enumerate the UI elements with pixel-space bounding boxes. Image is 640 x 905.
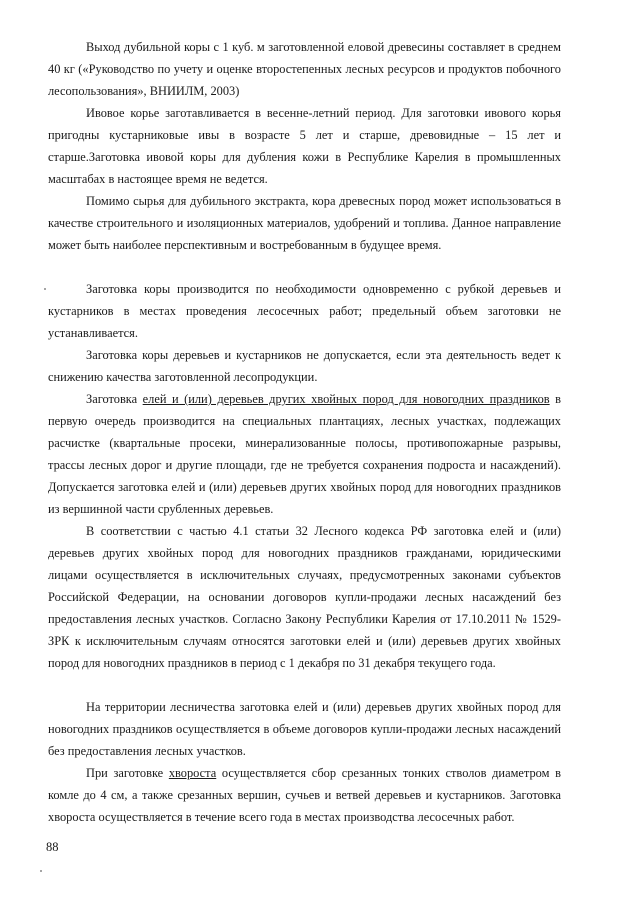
underlined-text: елей и (или) деревьев других хвойных пород для новогодних праздников	[142, 392, 550, 406]
paragraph-2	[48, 102, 561, 190]
paragraph-text: На территории лесничества заготовка елей и (или) деревьев других хвойных пород для новогодних праздников осуществляется в объеме договоров купли-продажи лесных насаждений без предоставления лесных участков.	[48, 700, 561, 758]
underlined-text: хвороста	[168, 766, 217, 780]
paragraph-text: Помимо сырья для дубильного экстракта, кора древесных пород может использоваться в качестве строительного и изоляционных материалов, удобрений и топлива. Данное направление может быть наиболее перспективным и востребованным в будущее время.	[48, 194, 561, 252]
scan-speck	[44, 288, 46, 290]
paragraph-text: в первую очередь производится на специальных плантациях, лесных участках, подлежащих расчистке (квартальные просеки, минерализованные полосы, противопожарные разрывы, трассы лесных дорог и другие площади, где не требуется сохранения подроста и насаждений). Допускается заготовка елей и (или) деревьев других хвойных пород для новогодних праздников из вершинной части срубленных деревьев.	[48, 392, 561, 516]
paragraph-text: осуществляется сбор срезанных тонких стволов диаметром в комле до 4 см, а также срезанных вершин, сучьев и ветвей деревьев и кустарников. Заготовка хвороста осуществляется в течение всего года в местах производства лесосечных работ.	[48, 766, 561, 824]
paragraph-7	[48, 520, 561, 674]
paragraph-text: В соответствии с частью 4.1 статьи 32 Лесного кодекса РФ заготовка елей и (или) деревьев других хвойных пород для новогодних праздников гражданами, юридическими лицами осуществляется в исключительных случаях, предусмотренных законами субъектов Российской Федерации, на основании договоров купли-продажи лесных насаждений без предоставления лесных участков. Согласно Закону Республики Карелия от 17.10.2011 № 1529-ЗРК к исключительным случаям относятся заготовки елей и (или) деревьев других хвойных пород для новогодних праздников в период с 1 декабря по 31 декабря текущего года.	[48, 524, 561, 670]
paragraph-4	[48, 278, 561, 344]
paragraph-8	[48, 696, 561, 762]
paragraph-text: Заготовка коры деревьев и кустарников не допускается, если эта деятельность ведет к снижению качества заготовленной лесопродукции.	[48, 348, 561, 384]
paragraph-9	[48, 762, 561, 828]
scan-speck	[40, 870, 42, 872]
paragraph-text: При заготовке	[86, 766, 169, 780]
paragraph-1	[48, 36, 561, 102]
page-number: 88	[46, 840, 59, 854]
paragraph-text: Заготовка коры производится по необходимости одновременно с рубкой деревьев и кустарников в местах проведения лесосечных работ; предельный объем заготовки не устанавливается.	[48, 282, 561, 340]
paragraph-6	[48, 388, 561, 520]
paragraph-3	[48, 190, 561, 256]
paragraph-text: Выход дубильной коры с 1 куб. м заготовленной еловой древесины составляет в среднем 40 кг («Руководство по учету и оценке второстепенных лесных ресурсов и продуктов побочного лесопользования», ВНИИЛМ, 2003)	[48, 40, 561, 98]
paragraph-text: Ивовое корье заготавливается в весенне-летний период. Для заготовки ивового корья пригодны кустарниковые ивы в возрасте 5 лет и старше, древовидные – 15 лет и старше.Заготовка ивовой коры для дубления кожи в Республике Карелия в промышленных масштабах в настоящее время не ведется.	[48, 106, 561, 186]
paragraph-text: Заготовка	[86, 392, 143, 406]
paragraph-5	[48, 344, 561, 388]
